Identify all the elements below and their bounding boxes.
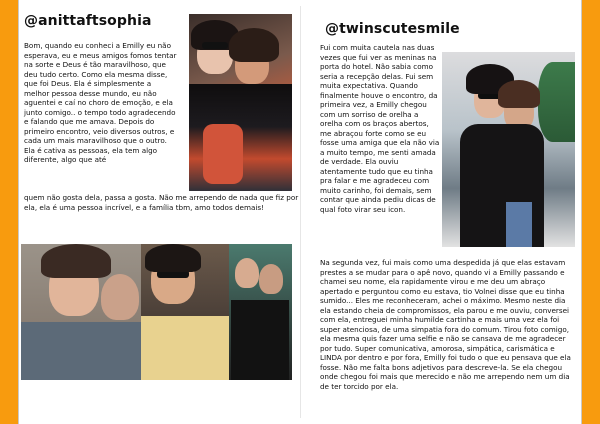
left-handle: @anittaftsophia	[24, 13, 152, 29]
right-top-photo	[442, 52, 575, 247]
right-testimonial-text-continued: Na segunda vez, fui mais como uma despedida já que elas estavam prestes a se mudar para o apê novo, quando vi a Emilly passando e chamei seu nome, ela rapidamente virou e me deu um abraço apertado e perguntou como eu estava, tio Volnei disse que eu tinha sumido... Eles me reconheceram, achei o máximo. Mesmo neste dia ela estando cheia de compromissos, ela parou e me ouviu, conversei com ela, entreguei minha humilde cartinha e mais uma vez ela foi super atenciosa, de uma simpatia fora do comum. Tirou foto comigo, ela mesma quis fazer uma selfie e não se cansava de me agradecer por tudo. Super comunicativa, amorosa, simpática, carismática e LINDA por dentro e por fora, Emilly foi tudo o que eu pensava que ela fosse. Não me falta bons adjetivos para descreve-la. Se ela chegou onde chegou foi mais que merecido e não me arrependo nem um dia de ter torcido por ela.	[320, 258, 571, 391]
right-border-edge	[581, 0, 582, 424]
left-testimonial-text: Bom, quando eu conheci a Emilly eu não esperava, eu e meus amigos fomos tentar na sorte e Deus é tão maravilhoso, que deu tudo certo. Como ela mesma disse, que foi Deus. Ela é simplesmente a melhor pessoa desse mundo, eu não aguentei e caí no choro de emoção, e ela junto comigo.. o tempo todo agradecendo e falando que me amava. Depois do primeiro encontro, veio diversos outros, e cada um mais maravilhoso que o outro. Ela é cativa as pessoas, ela tem algo diferente, algo que até	[24, 41, 177, 164]
left-border-bar	[0, 0, 18, 424]
left-top-photo	[189, 14, 292, 191]
right-testimonial-text: Fui com muita cautela nas duas vezes que fui ver as meninas na porta do hotel. Não sabia como seria a recepção delas. Fui sem muita expectativa. Quando finalmente houve o encontro, da primeira vez, a Emilly chegou com um sorriso de orelha a orelha com os braços abertos, me abraçou forte como se eu fosse uma amiga que ela não via a muito tempo, me senti amada de verdade. Ela ouviu atentamente tudo que eu tinha pra falar e me agradeceu com muito carinho, foi demais, sem contar que ainda pediu dicas de qual foto virar seu icon.	[320, 43, 440, 214]
column-divider	[300, 6, 301, 418]
left-testimonial-text-continued: quem não gosta dela, passa a gosta. Não me arrependo de nada que fiz por ela, ela é uma pessoa incrível, e a família tbm, amo todos demais!	[24, 193, 299, 212]
left-bottom-photo-collage	[21, 244, 292, 380]
left-border-edge	[18, 0, 19, 424]
right-border-bar	[582, 0, 600, 424]
right-handle: @twinscutesmile	[325, 21, 460, 37]
